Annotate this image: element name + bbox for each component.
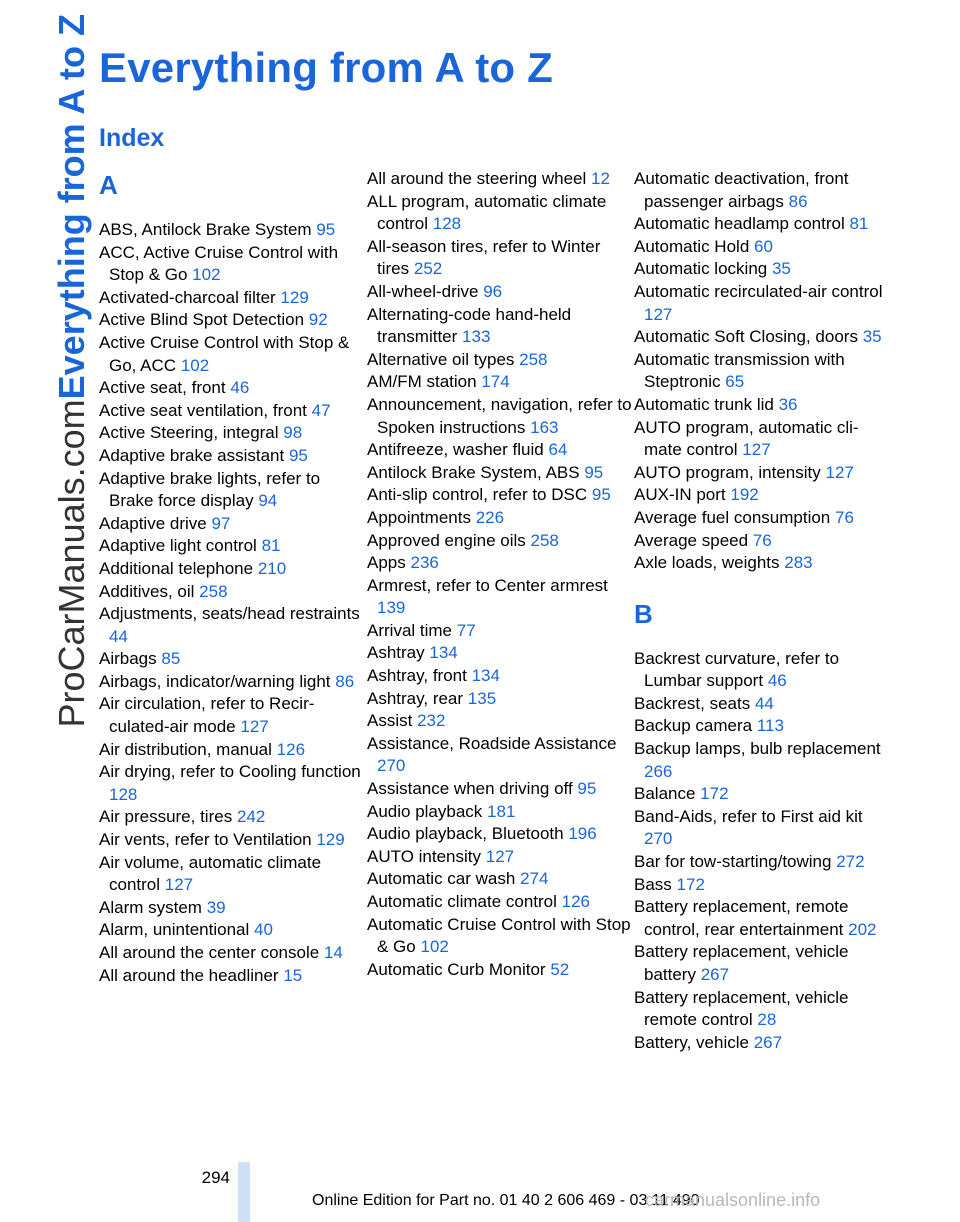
index-entry-page-link[interactable]: 46 [767,671,787,691]
index-entry-page-link[interactable]: 96 [483,281,503,301]
index-entry-page-link[interactable]: 135 [467,688,497,708]
index-entry-term: Air pressure, tires [99,807,233,827]
index-entry-page-link[interactable]: 81 [261,536,281,556]
index-entry-term: Arrival time [367,620,453,640]
index-entry-term: Battery replacement, remote control, rear entertainment [634,897,849,939]
index-entry-term: Air vents, refer to Ventilation [99,830,312,850]
index-entry [99,558,367,581]
index-entry-page-link[interactable]: 226 [475,507,505,527]
index-entry-term: Backrest curvature, refer to Lumbar support [634,648,840,691]
index-entry-page-link[interactable]: 94 [258,491,278,511]
index-entry-term: Active Blind Spot Detection [99,310,305,330]
index-entry [634,874,884,897]
index-entry-page-link[interactable]: 92 [308,310,328,330]
index-entry [367,236,635,281]
index-entry [634,941,884,986]
index-entry [634,648,884,693]
index-entry-page-link[interactable]: 134 [471,666,500,686]
index-entry [367,349,635,372]
index-entry-page-link[interactable]: 270 [644,829,673,849]
index-entry-page-link[interactable]: 126 [276,739,306,759]
index-entry [634,507,884,530]
index-entry [367,868,635,891]
index-column-2 [367,168,635,981]
index-entry-term: Average speed [634,530,749,550]
index-entry-page-link[interactable]: 102 [180,355,210,375]
index-entry [634,896,884,941]
index-entry-term: Audio playback, Bluetooth [367,824,564,844]
index-entry-term: Air drying, refer to Cooling function [99,762,361,782]
index-entry-term: Axle loads, weights [634,553,780,573]
index-entry-page-link[interactable]: 95 [591,485,611,505]
index-entry [367,439,635,462]
index-entry-page-link[interactable]: 181 [487,801,516,821]
index-entry-page-link[interactable]: 133 [462,327,491,347]
index-entry-term: Airbags, indicator/warning light [99,671,331,691]
index-entry [99,287,367,310]
index-entry-term: Automatic Curb Monitor [367,959,546,979]
index-entry-term: All-wheel-drive [367,281,479,301]
index-entry-term: Adjustments, seats/head restraints [99,604,360,624]
index-entry-term: Anti-slip control, refer to DSC [367,485,588,505]
index-entry-term: AUTO intensity [367,846,482,866]
index-entry-term: Automatic car wash [367,869,516,889]
index-entry [634,693,884,716]
index-entry-term: Announcement, navigation, refer to Spoken instructions [367,394,632,437]
page-subtitle: Index [99,124,165,152]
index-entry [99,242,367,287]
index-entry [634,326,884,349]
index-entry [367,575,635,620]
index-entry-term: Automatic Hold [634,236,750,256]
index-entry-page-link[interactable]: 15 [283,965,303,985]
index-entry [634,349,884,394]
index-entry [99,445,367,468]
index-entry [367,642,635,665]
index-entry-term: Additional telephone [99,558,254,578]
index-entry-page-link[interactable]: 127 [644,304,673,324]
index-entry-page-link[interactable]: 81 [849,214,869,234]
index-entry-page-link[interactable]: 35 [862,327,882,347]
index-entry-page-link[interactable]: 236 [410,553,439,573]
index-entry-term: AM/FM station [367,372,477,392]
index-entry-page-link[interactable]: 192 [730,485,759,505]
index-entry-term: Balance [634,784,696,804]
index-entry-term: Adaptive brake lights, refer to Brake force display [99,468,321,511]
index-entry-page-link[interactable]: 12 [590,169,610,188]
index-entry [634,738,884,783]
index-entry-page-link[interactable]: 102 [420,937,449,957]
index-entry [99,513,367,536]
index-entry-term: AUX-IN port [634,485,726,505]
index-entry-page-link[interactable]: 210 [257,558,287,578]
index-entry-page-link[interactable]: 28 [757,1010,777,1030]
index-entry-term: ABS, Antilock Brake System [99,220,312,239]
index-letter-heading: B [634,598,653,629]
index-entry-term: All around the steering wheel [367,169,587,188]
index-entry [634,851,884,874]
index-entry-term: Bass [634,874,672,894]
index-entry [99,535,367,558]
index-entry-page-link[interactable]: 196 [568,824,597,844]
index-entry [99,332,367,377]
index-entry [634,258,884,281]
index-entry-page-link[interactable]: 174 [481,372,510,392]
index-entry-page-link[interactable]: 113 [756,716,784,736]
index-entry-page-link[interactable]: 242 [236,807,266,827]
index-entry-page-link[interactable]: 128 [432,214,462,234]
index-entry-page-link[interactable]: 60 [754,236,773,256]
index-entry [367,710,635,733]
index-entry-term: Antilock Brake System, ABS [367,462,580,482]
index-entry-term: All-season tires, refer to Winter tires [367,236,601,279]
index-entry-page-link[interactable]: 232 [417,711,446,731]
index-entry [634,552,884,575]
index-entry [99,919,367,942]
index-entry-page-link[interactable]: 283 [784,553,813,573]
index-entry [367,688,635,711]
index-entry-page-link[interactable]: 163 [530,417,559,437]
index-entry-page-link[interactable]: 270 [377,756,406,776]
index-entry [634,168,884,213]
index-entry [99,400,367,423]
index-entry-page-link[interactable]: 258 [199,581,228,601]
index-entry [634,530,884,553]
index-entry [99,648,367,671]
index-entry-page-link[interactable]: 85 [161,649,181,669]
index-entry-term: Automatic headlamp control [634,214,845,234]
index-entry-page-link[interactable]: 86 [788,191,808,211]
index-entry-page-link[interactable]: 127 [240,717,269,737]
index-entry-page-link[interactable]: 36 [778,394,798,414]
index-entry [367,891,635,914]
index-entry-term: Assistance, Roadside Assistance [367,733,617,753]
index-entry [99,965,367,988]
index-entry [99,422,367,445]
spacer [99,199,367,219]
index-entry-term: Alternating-code hand-held transmitter [367,304,572,347]
index-entry-term: Active seat ventilation, front [99,400,307,420]
index-entry-term: Approved engine oils [367,530,526,550]
index-entry [367,959,635,982]
index-entry [634,806,884,851]
index-entry-term: Battery replacement, vehicle battery [634,942,849,984]
index-entry-term: Backrest, seats [634,693,751,713]
index-entry-term: Additives, oil [99,581,195,601]
index-entry [99,581,367,604]
index-entry-term: ALL program, automatic climate control [367,191,607,234]
index-column-1 [99,168,367,987]
index-entry-term: Adaptive light control [99,536,257,556]
index-entry-page-link[interactable]: 127 [742,440,771,460]
index-entry [367,778,635,801]
index-entry-page-link[interactable]: 129 [316,830,345,850]
index-letter-heading: A [99,170,118,200]
index-entry [367,733,635,778]
footer-bar [238,1162,250,1222]
index-entry-page-link[interactable]: 267 [700,965,730,984]
site-name: ProCarManuals.com [51,399,92,728]
index-entry-term: Backup lamps, bulb replacement [634,739,881,759]
index-entry [367,371,635,394]
index-entry-page-link[interactable]: 128 [109,784,138,804]
index-entry-page-link[interactable]: 258 [519,349,548,369]
page-number: 294 [201,1168,230,1187]
index-entry-term: Ashtray, rear [367,688,464,708]
index-entry-page-link[interactable]: 139 [377,598,406,618]
index-entry [99,377,367,400]
index-entry [367,801,635,824]
index-entry-page-link[interactable]: 40 [254,920,273,940]
edition-note: Online Edition for Part no. 01 40 2 606 469 - 03 11 490 [312,1192,700,1209]
index-entry-page-link[interactable]: 127 [825,462,854,482]
index-entry-term: Adaptive brake assistant [99,445,285,465]
index-entry-page-link[interactable]: 274 [520,869,549,889]
index-entry-term: Airbags [99,649,157,669]
index-entry-page-link[interactable]: 266 [644,761,673,781]
index-entry-term: Activated-charcoal filter [99,287,276,307]
index-entry-term: Automatic transmission with Steptronic [634,349,845,392]
index-entry-term: Automatic locking [634,259,768,279]
index-entry-term: Assist [367,711,413,731]
index-entry [634,783,884,806]
index-entry-term: Automatic Soft Closing, doors [634,327,858,347]
index-entry-term: Automatic Cruise Control with Stop & Go [367,914,631,957]
index-entry [99,309,367,332]
index-entry-page-link[interactable]: 127 [164,875,194,895]
index-entry-page-link[interactable]: 129 [280,287,309,307]
index-entry-term: Alternative oil types [367,349,515,369]
index-entry-page-link[interactable]: 258 [530,530,559,550]
index-entry-term: ACC, Active Cruise Control with Stop & Go [99,242,339,285]
index-entry-term: All around the headliner [99,965,279,985]
index-entry-page-link[interactable]: 252 [413,259,443,279]
index-entry-term: Average fuel consumption [634,507,831,527]
index-entry [99,468,367,513]
index-entry [634,1032,884,1055]
index-entry [367,304,635,349]
index-entry-term: AUTO program, intensity [634,462,821,482]
index-entry [99,829,367,852]
index-entry-term: Audio playback [367,801,483,821]
side-tab-text [51,14,92,728]
index-entry-page-link[interactable]: 44 [754,693,774,713]
index-entry-term: Automatic recirculated-air control [634,281,883,301]
index-entry-page-link[interactable]: 14 [323,943,343,962]
spacer [634,628,884,648]
index-entry [99,739,367,762]
index-entry-term: Active Steering, integral [99,423,279,443]
index-entry [367,281,635,304]
index-entry [634,394,884,417]
index-entry [367,191,635,236]
index-entry-term: Air distribution, manual [99,739,272,759]
index-entry-term: Antifreeze, washer fluid [367,440,544,460]
index-entry [634,462,884,485]
index-entry-page-link[interactable]: 76 [752,530,772,550]
index-entry-term: Active Cruise Control with Stop & Go, ACC [99,332,350,375]
index-entry-page-link[interactable]: 46 [230,378,250,398]
index-column-3 [634,168,884,1054]
index-entry-page-link[interactable]: 76 [835,507,854,527]
index-entry [367,552,635,575]
index-entry-term: Active seat, front [99,378,226,398]
index-entry-term: Automatic climate control [367,892,557,911]
page-title: Everything from A to Z [99,44,553,91]
index-entry-term: Armrest, refer to Center armrest [367,575,608,595]
index-entry-page-link[interactable]: 95 [584,462,604,482]
index-entry-term: Automatic trunk lid [634,394,774,414]
index-entry [634,987,884,1032]
index-entry-page-link[interactable]: 127 [485,846,515,866]
index-entry-term: Band-Aids, refer to First aid kit [634,806,863,826]
index-entry [367,620,635,643]
index-entry-page-link[interactable]: 102 [192,265,221,285]
index-entry-page-link[interactable]: 95 [316,220,336,239]
index-entry-term: Ashtray, front [367,666,467,686]
index-entry [99,942,367,965]
index-entry [367,168,635,191]
index-entry [99,897,367,920]
index-entry-term: Appointments [367,507,471,527]
index-entry-page-link[interactable]: 98 [283,423,303,443]
index-entry-page-link[interactable]: 47 [311,400,331,420]
index-entry-page-link[interactable]: 64 [548,440,568,460]
side-tab [0,0,92,1222]
index-entry [99,693,367,738]
index-entry-term: Air volume, automatic climate control [99,852,322,895]
index-entry-page-link[interactable]: 52 [550,959,570,979]
index-entry-page-link[interactable]: 35 [771,259,791,279]
index-entry-page-link[interactable]: 39 [206,897,226,917]
index-entry-term: Ashtray [367,643,425,663]
index-entry [634,484,884,507]
index-entry [367,665,635,688]
index-entry-term: Bar for tow-starting/towing [634,852,832,872]
index-entry [367,914,635,959]
spacer [634,575,884,597]
index-entry-page-link[interactable]: 97 [211,513,231,533]
index-entry-term: Adaptive drive [99,513,207,533]
index-entry-page-link[interactable]: 44 [109,626,128,646]
index-entry [99,852,367,897]
index-entry [367,484,635,507]
index-entry [367,846,635,869]
index-entry [367,394,635,439]
index-entry-term: Alarm system [99,897,202,917]
index-entry-term: Backup camera [634,716,753,736]
index-entry-term: AUTO program, automatic climate control [634,417,859,460]
index-entry [367,462,635,485]
index-entry-page-link[interactable]: 65 [725,372,745,392]
index-entry-term: Apps [367,553,406,573]
index-entry-term: Automatic deactivation, front passenger airbags [634,169,849,211]
index-entry-term: Battery, vehicle [634,1032,749,1052]
index-entry-term: All around the center console [99,943,320,962]
index-entry [634,417,884,462]
index-entry [367,507,635,530]
index-entry-page-link[interactable]: 172 [676,874,705,894]
index-entry-page-link[interactable]: 172 [700,784,729,804]
index-entry [99,761,367,806]
index-entry-term: Assistance when driving off [367,779,573,799]
index-entry [634,715,884,738]
index-entry [367,530,635,553]
watermark: carmanualsonline.info [645,1190,821,1210]
index-entry [367,823,635,846]
index-entry [634,213,884,236]
section-name: Everything from A to Z [51,14,92,400]
index-entry [634,236,884,259]
index-entry [99,603,367,648]
index-entry [634,281,884,326]
index-entry-page-link[interactable]: 272 [836,852,865,872]
index-entry-page-link[interactable]: 202 [848,919,877,939]
index-entry-page-link[interactable]: 126 [561,892,591,911]
index-entry-term: Alarm, unintentional [99,920,250,940]
index-entry-page-link[interactable]: 95 [577,779,597,799]
index-entry [99,671,367,694]
index-entry-term: Battery replacement, vehicle remote control [634,987,849,1030]
index-entry [99,806,367,829]
index-entry-page-link[interactable]: 95 [288,445,308,465]
index-entry-page-link[interactable]: 77 [456,620,476,640]
index-entry-page-link[interactable]: 134 [429,643,458,663]
index-entry-page-link[interactable]: 267 [753,1032,783,1052]
index-entry-page-link[interactable]: 86 [335,671,355,691]
index-entry-term: Air circulation, refer to Recirculated-air mode [99,694,315,737]
index-entry [99,219,367,242]
